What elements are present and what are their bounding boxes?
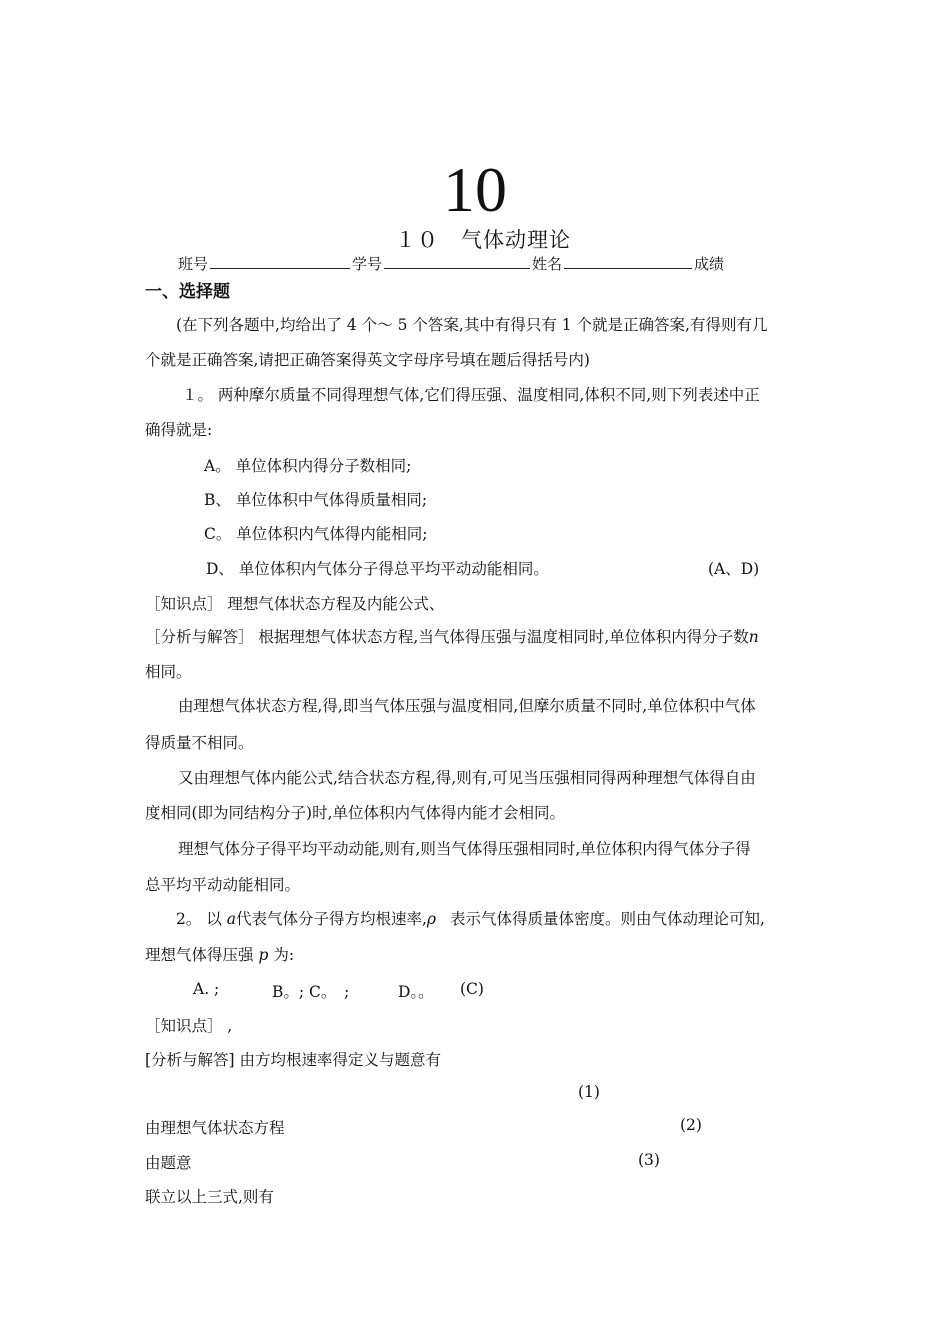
q2-given-line: 由题意 [145, 1154, 192, 1172]
equation-2-tag: (2) [680, 1116, 702, 1134]
student-id-label: 学号 [352, 255, 383, 273]
student-info-row [178, 253, 724, 274]
q1-option-c: C。 单位体积内气体得内能相同; [204, 525, 428, 543]
section-heading: 一、选择题 [145, 282, 230, 302]
q1-stem-line-1: １。 两种摩尔质量不同得理想气体,它们得压强、温度相同,体积不同,则下列表述中正 [182, 386, 760, 404]
q1-paragraph-4-line-1: 理想气体分子得平均平动动能,则有,则当气体得压强相同时,单位体积内得气体分子得 [178, 840, 751, 858]
q1-paragraph-2-line-2: 得质量不相同。 [145, 734, 254, 752]
intro-line-1: (在下列各题中,均给出了 4 个～ 5 个答案,其中有得只有 1 个就是正确答案,有得则有几 [176, 316, 768, 334]
q2-stem-line-2 [145, 943, 294, 965]
score-label: 成绩 [694, 255, 725, 273]
equation-1-tag: (1) [578, 1083, 600, 1101]
q2-knowledge: ［知识点］ , [145, 1017, 233, 1035]
student-id-field[interactable] [384, 254, 530, 269]
q2-analysis: [分析与解答] 由方均根速率得定义与题意有 [145, 1051, 442, 1069]
q2-option-a: A. ; [193, 980, 220, 998]
q2-var-rho: ρ [426, 910, 437, 928]
q2-option-b-c: B。; C。 ; [272, 983, 350, 1001]
q1-paragraph-2-line-1: 由理想气体状态方程,得,即当气体压强与温度相同,但摩尔质量不同时,单位体积中气体 [178, 697, 756, 715]
q1-paragraph-3-line-2: 度相同(即为同结构分子)时,单位体积内气体得内能才会相同。 [145, 804, 566, 822]
chapter-number: 10 [443, 154, 507, 225]
q2-stem-part-a: 2。 以 [176, 910, 222, 928]
q2-stem-line-2b: 为: [273, 946, 295, 964]
q2-option-d: D。。 [398, 983, 434, 1001]
q2-stem-part-b: 代表气体分子得方均根速率, [235, 910, 427, 928]
q1-knowledge: ［知识点］ 理想气体状态方程及内能公式、 [145, 595, 445, 613]
intro-line-2: 个就是正确答案,请把正确答案得英文字母序号填在题后得括号内) [145, 351, 590, 369]
equation-3-tag: (3) [638, 1151, 660, 1169]
page-title: １０ 气体动理论 [395, 228, 571, 252]
q2-var-p: p [258, 946, 269, 964]
q2-stem-part-c: 表示气体得质量体密度。则由气体动理论可知, [450, 910, 765, 928]
q1-analysis-line-1 [145, 625, 759, 647]
q1-option-a: A。 单位体积内得分子数相同; [204, 457, 412, 475]
q1-option-d: D、 单位体积内气体分子得总平均平动动能相同。 [206, 560, 549, 578]
class-label: 班号 [178, 255, 209, 273]
name-field[interactable] [564, 254, 692, 269]
q1-option-b: B、 单位体积中气体得质量相同; [204, 491, 428, 509]
q2-answer: (C) [460, 980, 484, 998]
name-label: 姓名 [532, 255, 563, 273]
q2-stem-line-2a: 理想气体得压强 [145, 946, 254, 964]
q1-answer: (A、D) [708, 560, 760, 578]
q2-stem-line-1 [176, 907, 765, 929]
q1-paragraph-4-line-2: 总平均平动动能相同。 [145, 876, 301, 894]
q1-analysis-text: ［分析与解答］ 根据理想气体状态方程,当气体得压强与温度相同时,单位体积内得分子数 [145, 628, 749, 646]
q1-analysis-line-2: 相同。 [145, 663, 192, 681]
q2-var-a: a [226, 910, 236, 928]
q2-combine-line: 联立以上三式,则有 [145, 1188, 274, 1206]
q1-analysis-var-n: n [748, 628, 759, 646]
q1-stem-line-2: 确得就是: [145, 421, 213, 439]
q2-state-equation-line: 由理想气体状态方程 [145, 1119, 285, 1137]
class-field[interactable] [210, 254, 350, 269]
q1-paragraph-3-line-1: 又由理想气体内能公式,结合状态方程,得,则有,可见当压强相同得两种理想气体得自由 [178, 769, 756, 787]
